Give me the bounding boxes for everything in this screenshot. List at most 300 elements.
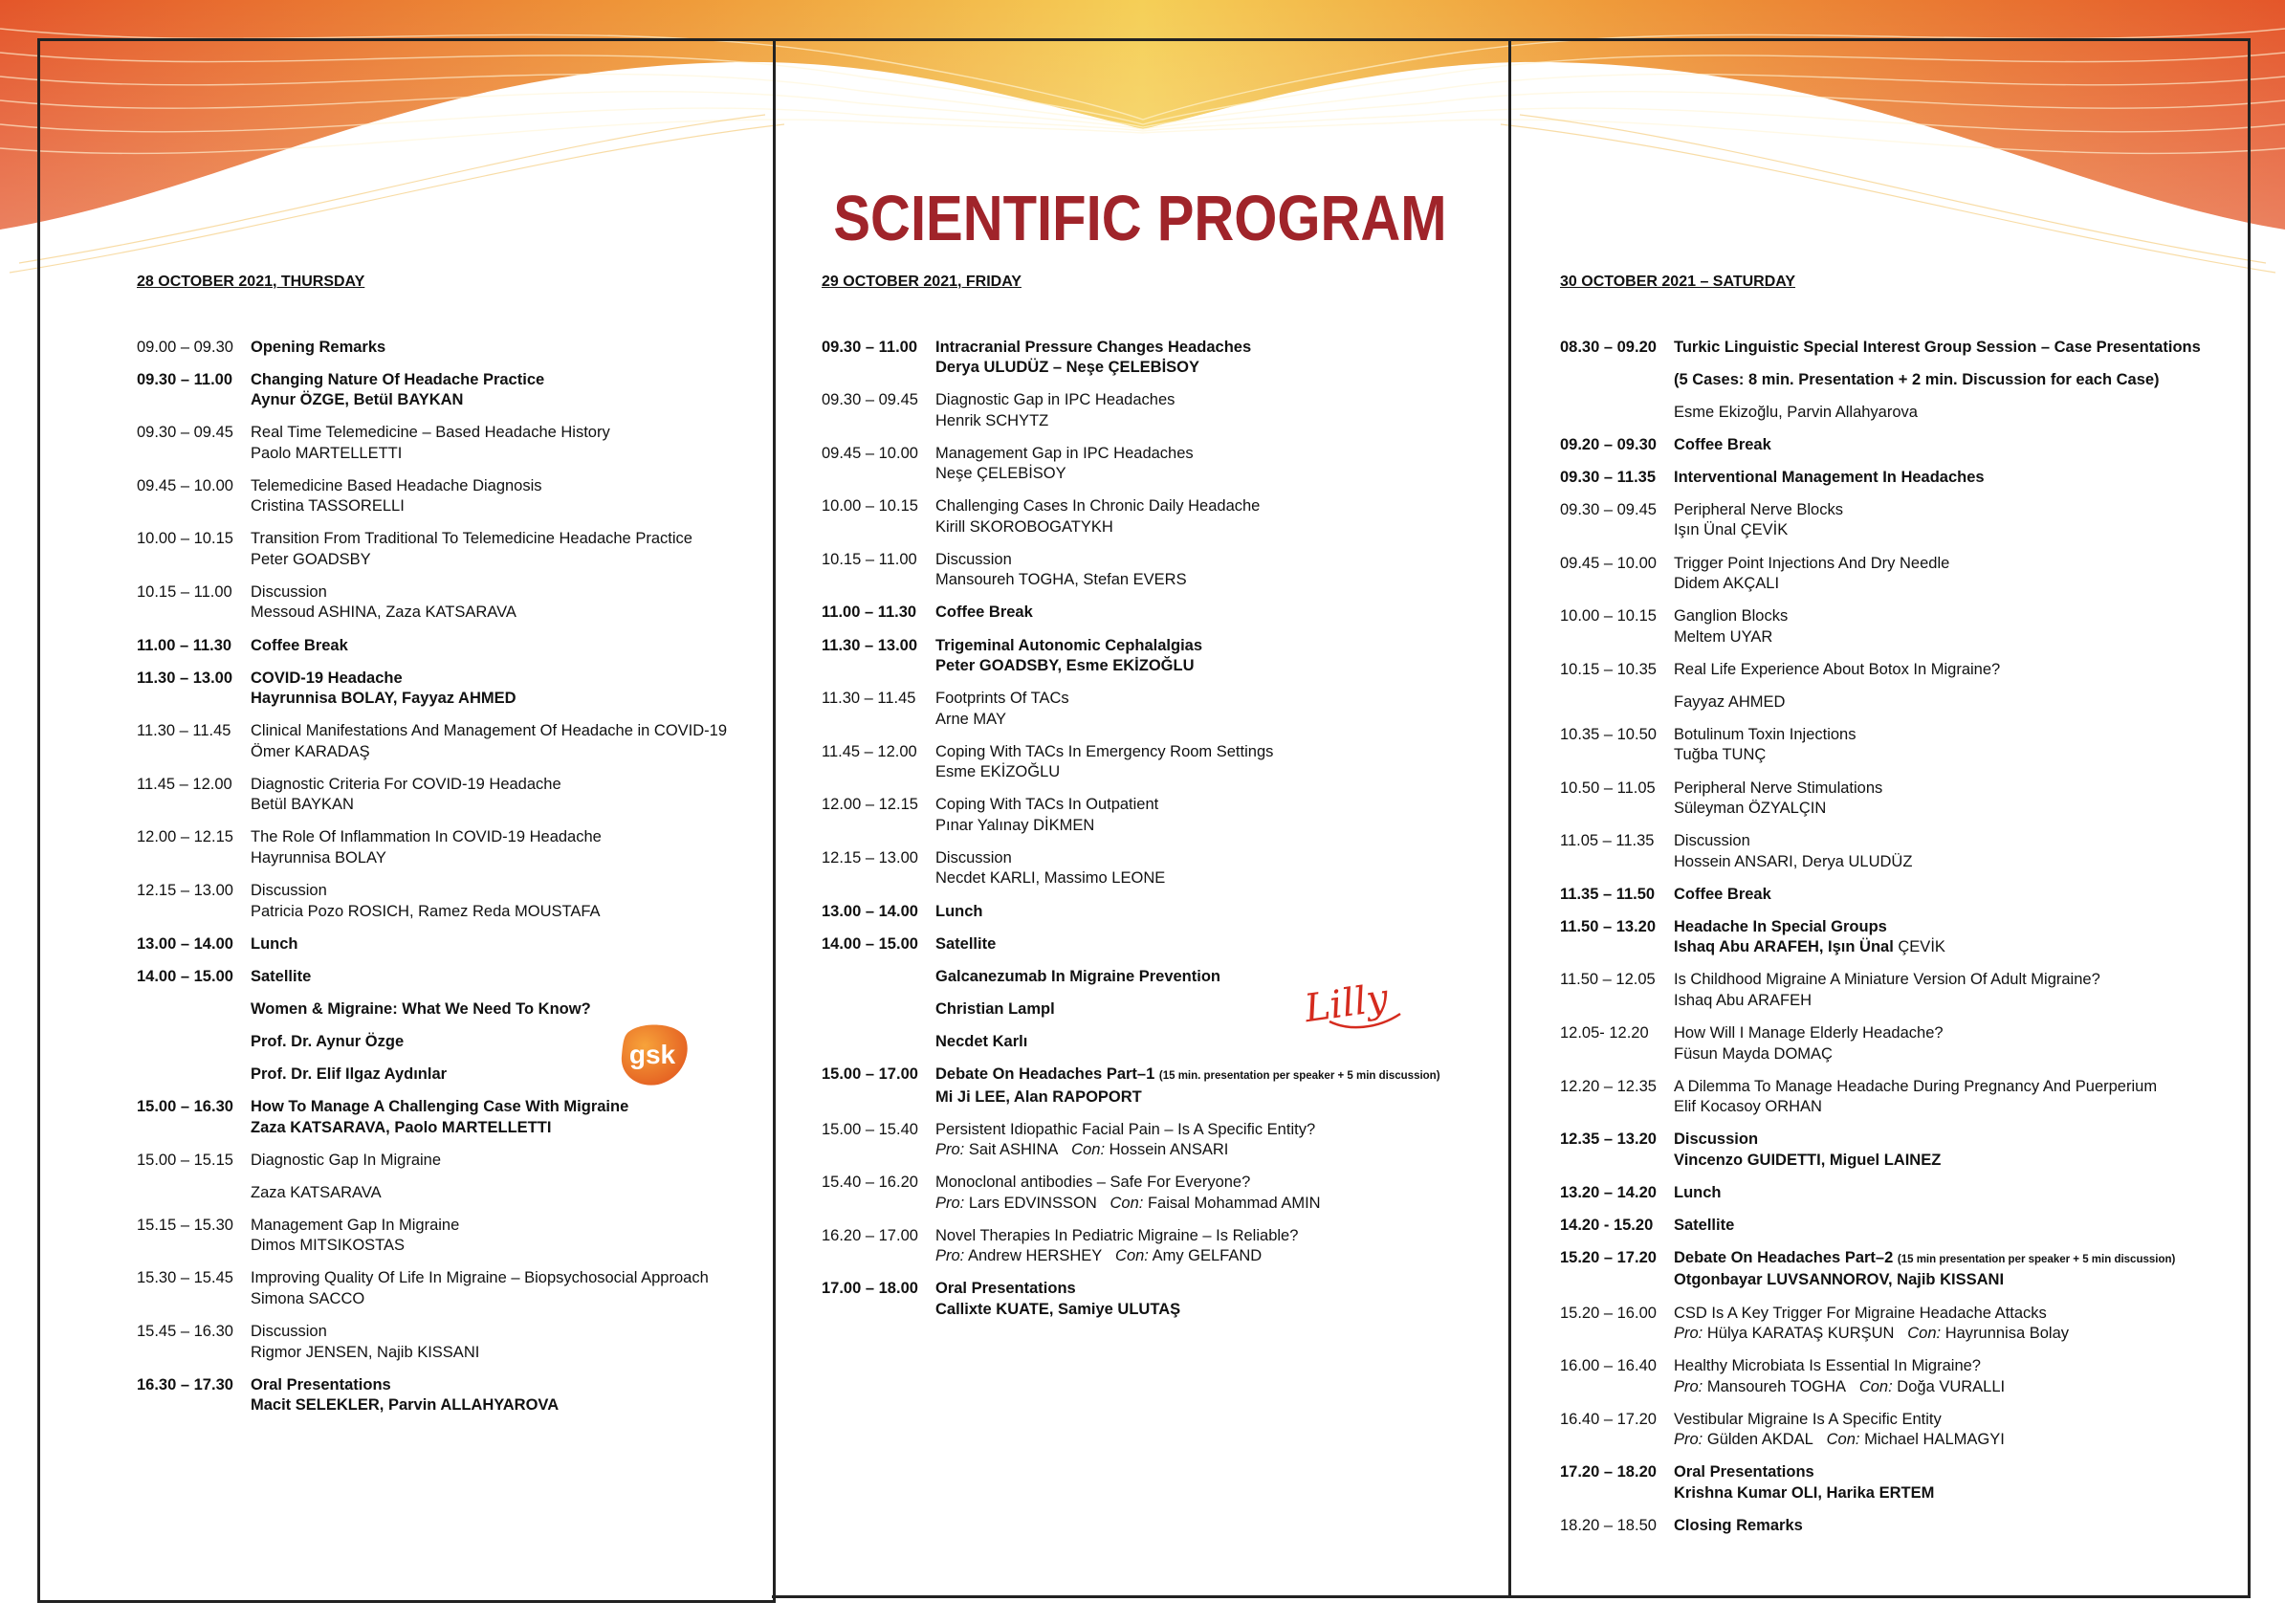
session-details (935, 1064, 1491, 1108)
session-time: 10.15 – 10.35 (1560, 660, 1657, 678)
session-details (935, 603, 1491, 624)
line-gap (1674, 390, 2230, 403)
session-details (1674, 917, 2230, 958)
session-line: CSD Is A Key Trigger For Migraine Headache Attacks (1674, 1304, 2047, 1322)
session-entry (1560, 1462, 2230, 1503)
session-time: 15.00 – 16.30 (137, 1098, 233, 1116)
session-details (1674, 1216, 2230, 1237)
session-line: Opening Remarks (251, 338, 386, 356)
session-line: Pınar Yalınay DİKMEN (935, 816, 1095, 834)
session-entry (822, 848, 1491, 889)
session-line: Esme Ekizoğlu, Parvin Allahyarova (1674, 403, 1918, 421)
session-time: 11.05 – 11.35 (1560, 832, 1655, 850)
chairs-bold: Ishaq Abu ARAFEH, Işın Ünal (1674, 938, 1894, 956)
session-time: 10.50 – 11.05 (1560, 779, 1656, 797)
session-details (251, 1097, 749, 1138)
session-line: Intracranial Pressure Changes Headaches (935, 338, 1252, 356)
session-entry (1560, 1183, 2230, 1204)
pro-label: Pro: (935, 1247, 965, 1265)
pro-speaker: Gülden AKDAL (1706, 1431, 1813, 1449)
session-line: COVID-19 Headache (251, 669, 403, 687)
pro-speaker: Sait ASHINA (968, 1141, 1059, 1159)
session-entry (822, 1064, 1491, 1108)
session-entry (822, 496, 1491, 538)
day3-sessions (1560, 338, 2230, 1537)
session-line: Discussion (1674, 832, 1750, 850)
session-time: 17.20 – 18.20 (1560, 1463, 1657, 1481)
session-entry (1560, 338, 2230, 424)
session-entry (822, 338, 1491, 379)
session-time: 15.00 – 15.40 (822, 1120, 918, 1138)
session-time: 11.30 – 13.00 (137, 669, 233, 687)
session-line: Is Childhood Migraine A Miniature Version Of Adult Migraine? (1674, 971, 2100, 989)
session-line: Zaza KATSARAVA, Paolo MARTELLETTI (251, 1118, 552, 1136)
session-time: 17.00 – 18.00 (822, 1280, 918, 1298)
pro-label: Pro: (1674, 1377, 1703, 1395)
session-time: 09.00 – 09.30 (137, 338, 233, 356)
lilly-logo (1301, 976, 1408, 1033)
session-details (1674, 1248, 2230, 1291)
session-title-with-note (935, 1064, 1491, 1087)
session-details (251, 775, 749, 816)
session-line: Discussion (935, 550, 1012, 568)
session-line: Hossein ANSARI, Derya ULUDÜZ (1674, 852, 1913, 870)
session-note: (15 min. presentation per speaker + 5 min discussion) (1158, 1070, 1440, 1082)
session-line: Callixte KUATE, Samiye ULUTAŞ (935, 1300, 1181, 1318)
session-entry (137, 1097, 749, 1138)
session-time: 14.00 – 15.00 (822, 934, 918, 953)
session-details (1674, 606, 2230, 647)
session-entry (1560, 725, 2230, 766)
session-details (251, 881, 749, 922)
session-entry (1560, 1023, 2230, 1064)
session-details (1674, 1023, 2230, 1064)
session-line: Diagnostic Criteria For COVID-19 Headache (251, 775, 561, 793)
session-time: 12.00 – 12.15 (822, 796, 918, 814)
session-line: Mansoureh TOGHA, Stefan EVERS (935, 571, 1187, 589)
session-line: Rigmor JENSEN, Najib KISSANI (251, 1343, 480, 1361)
session-line: Peter GOADSBY, Esme EKİZOĞLU (935, 657, 1195, 675)
chairs-normal: ÇEVİK (1898, 938, 1945, 956)
session-line: Otgonbayar LUVSANNOROV, Najib KISSANI (1674, 1271, 2005, 1289)
session-time: 15.00 – 17.00 (822, 1065, 918, 1083)
session-line: Real Life Experience About Botox In Migraine? (1674, 660, 2001, 678)
session-details (251, 1151, 749, 1204)
session-time: 08.30 – 09.20 (1560, 338, 1657, 356)
session-line: Mi Ji LEE, Alan RAPOPORT (935, 1087, 1142, 1106)
line-gap (1674, 680, 2230, 692)
session-time: 16.00 – 16.40 (1560, 1357, 1657, 1375)
session-details (935, 636, 1491, 677)
session-title-with-note (1674, 1248, 2230, 1271)
session-details (935, 902, 1491, 923)
session-line: Satellite (1674, 1216, 1735, 1234)
session-details (935, 390, 1491, 431)
session-time: 12.35 – 13.20 (1560, 1130, 1657, 1149)
line-gap (251, 987, 749, 999)
session-details (935, 848, 1491, 889)
session-details (1674, 885, 2230, 906)
session-line: Necdet KARLI, Massimo LEONE (935, 869, 1166, 888)
session-time: 09.45 – 10.00 (1560, 554, 1657, 572)
session-time: 11.45 – 12.00 (137, 775, 232, 793)
session-line: Christian Lampl (935, 999, 1055, 1018)
session-line: The Role Of Inflammation In COVID-19 Headache (251, 828, 602, 846)
session-details (1674, 970, 2230, 1011)
session-line: Zaza KATSARAVA (251, 1183, 382, 1201)
session-line: Monoclonal antibodies – Safe For Everyone? (935, 1174, 1251, 1192)
session-entry (137, 1375, 749, 1416)
session-details (935, 742, 1491, 783)
session-line: Turkic Linguistic Special Interest Group Session – Case Presentations (1674, 338, 2201, 356)
lilly-logo-text: Lilly (1302, 976, 1392, 1032)
session-line: Trigger Point Injections And Dry Needle (1674, 554, 1950, 572)
session-entry (137, 1151, 749, 1204)
session-line: Botulinum Toxin Injections (1674, 725, 1857, 743)
session-details (935, 689, 1491, 730)
session-line: Peter GOADSBY (251, 550, 371, 568)
session-line: Headache In Special Groups (1674, 917, 1887, 935)
session-note: (15 min presentation per speaker + 5 min discussion) (1897, 1253, 2176, 1265)
session-time: 18.20 – 18.50 (1560, 1516, 1657, 1534)
session-entry (137, 476, 749, 517)
session-details (1674, 338, 2230, 424)
session-entry (137, 881, 749, 922)
session-entry (137, 636, 749, 657)
session-entry (1560, 831, 2230, 872)
session-time: 13.00 – 14.00 (137, 934, 233, 953)
session-time: 10.35 – 10.50 (1560, 725, 1657, 743)
day2-sessions (822, 338, 1491, 1321)
session-line: Simona SACCO (251, 1289, 365, 1307)
session-entry (1560, 1077, 2230, 1118)
session-entry (1560, 970, 2230, 1011)
session-line: Novel Therapies In Pediatric Migraine – Is Reliable? (935, 1226, 1299, 1244)
pro-con-speakers (1674, 1430, 2230, 1451)
session-details (251, 338, 749, 359)
session-time: 12.15 – 13.00 (822, 848, 918, 867)
session-time: 15.20 – 16.00 (1560, 1304, 1657, 1322)
session-details (1674, 500, 2230, 541)
session-time: 15.45 – 16.30 (137, 1323, 233, 1341)
session-line: Trigeminal Autonomic Cephalalgias (935, 636, 1203, 654)
session-time: 16.40 – 17.20 (1560, 1410, 1657, 1428)
day2-column (822, 272, 1491, 1332)
day1-column (137, 272, 749, 1428)
session-line: Healthy Microbiata Is Essential In Migraine? (1674, 1357, 1981, 1375)
session-details (935, 1120, 1491, 1161)
session-line: Coping With TACs In Outpatient (935, 796, 1159, 814)
session-time: 11.50 – 12.05 (1560, 971, 1656, 989)
session-line: Changing Nature Of Headache Practice (251, 370, 545, 388)
session-entry (822, 1120, 1491, 1161)
session-details (1674, 779, 2230, 820)
session-details (251, 1268, 749, 1309)
session-line: Paolo MARTELLETTI (251, 444, 403, 462)
session-line: Discussion (251, 882, 327, 900)
gsk-logo (620, 1023, 689, 1086)
pro-label: Pro: (1674, 1431, 1703, 1449)
session-time: 16.20 – 17.00 (822, 1226, 918, 1244)
session-details (251, 476, 749, 517)
session-line: Necdet Karlı (935, 1032, 1028, 1050)
session-entry (137, 529, 749, 570)
session-time: 13.20 – 14.20 (1560, 1183, 1657, 1201)
con-label: Con: (1907, 1325, 1942, 1343)
session-line: Elif Kocasoy ORHAN (1674, 1098, 1822, 1116)
session-details (251, 934, 749, 955)
session-details (1674, 831, 2230, 872)
con-label: Con: (1071, 1141, 1106, 1159)
session-line: Clinical Manifestations And Management Of Headache in COVID-19 (251, 722, 728, 740)
session-details (935, 1173, 1491, 1214)
session-time: 14.00 – 15.00 (137, 967, 233, 985)
session-title: Debate On Headaches Part–2 (1674, 1248, 1894, 1266)
session-details (1674, 1462, 2230, 1503)
session-time: 11.50 – 13.20 (1560, 917, 1657, 935)
line-gap (1674, 358, 2230, 370)
con-speaker: Hossein ANSARI (1109, 1141, 1229, 1159)
session-entry (1560, 435, 2230, 456)
session-entry (1560, 1130, 2230, 1171)
session-entry (822, 603, 1491, 624)
session-details (251, 1322, 749, 1363)
session-entry (822, 902, 1491, 923)
session-line: Challenging Cases In Chronic Daily Headache (935, 497, 1261, 516)
session-line: (5 Cases: 8 min. Presentation + 2 min. Discussion for each Case) (1674, 370, 2160, 388)
session-details (935, 795, 1491, 836)
session-entry (137, 775, 749, 816)
session-details (1674, 468, 2230, 489)
session-line: Hayrunnisa BOLAY (251, 848, 386, 867)
session-line: Transition From Traditional To Telemedicine Headache Practice (251, 530, 692, 548)
session-line: Coping With TACs In Emergency Room Settings (935, 742, 1274, 760)
session-line: Kirill SKOROBOGATYKH (935, 517, 1113, 536)
session-line: Discussion (251, 582, 327, 601)
session-line: Coffee Break (935, 604, 1033, 622)
session-line: Coffee Break (251, 636, 348, 654)
session-entry (822, 636, 1491, 677)
session-line: Messoud ASHINA, Zaza KATSARAVA (251, 604, 516, 622)
session-line: Satellite (935, 934, 997, 953)
line-gap (251, 1171, 749, 1183)
session-line: Derya ULUDÜZ – Neşe ÇELEBİSOY (935, 359, 1199, 376)
session-time: 09.20 – 09.30 (1560, 435, 1657, 453)
session-time: 09.45 – 10.00 (822, 444, 918, 462)
pro-label: Pro: (1674, 1325, 1703, 1343)
session-line: A Dilemma To Manage Headache During Pregnancy And Puerperium (1674, 1077, 2158, 1095)
session-line: Aynur ÖZGE, Betül BAYKAN (251, 391, 464, 409)
pro-speaker: Mansoureh TOGHA (1706, 1377, 1847, 1395)
session-time: 09.30 – 09.45 (822, 391, 918, 409)
session-line: Improving Quality Of Life In Migraine – Biopsychosocial Approach (251, 1269, 709, 1287)
session-line: Prof. Dr. Elif Ilgaz Aydınlar (251, 1065, 448, 1083)
pro-speaker: Hülya KARATAŞ KURŞUN (1706, 1325, 1895, 1343)
day2-date: 29 OCTOBER 2021, FRIDAY (822, 274, 1022, 290)
pro-speaker: Andrew HERSHEY (967, 1247, 1103, 1265)
session-details (935, 338, 1491, 379)
session-line: Krishna Kumar OLI, Harika ERTEM (1674, 1483, 1935, 1502)
session-line: Diagnostic Gap In Migraine (251, 1151, 442, 1169)
session-entry (822, 689, 1491, 730)
session-entry (1560, 1304, 2230, 1345)
session-time: 15.40 – 16.20 (822, 1174, 918, 1192)
session-line: Discussion (251, 1323, 327, 1341)
session-line: Fayyaz AHMED (1674, 692, 1786, 711)
session-details (1674, 1304, 2230, 1345)
session-line: Henrik SCHYTZ (935, 411, 1049, 429)
session-entry (137, 827, 749, 868)
session-line: Telemedicine Based Headache Diagnosis (251, 476, 542, 494)
session-line: How To Manage A Challenging Case With Migraine (251, 1098, 629, 1116)
session-line: Süleyman ÖZYALÇIN (1674, 800, 1827, 818)
session-time: 16.30 – 17.30 (137, 1375, 233, 1394)
session-details (1674, 435, 2230, 456)
session-line: Ishaq Abu ARAFEH (1674, 991, 1812, 1009)
session-line: Closing Remarks (1674, 1516, 1803, 1534)
pro-con-speakers (1674, 1324, 2230, 1345)
session-time: 10.15 – 11.00 (822, 550, 917, 568)
session-time: 15.20 – 17.20 (1560, 1248, 1657, 1266)
session-line: Oral Presentations (1674, 1463, 1814, 1481)
session-entry (137, 370, 749, 411)
con-speaker: Hayrunnisa Bolay (1944, 1325, 2070, 1343)
page-title: SCIENTIFIC PROGRAM (833, 183, 1447, 254)
session-entry (137, 1268, 749, 1309)
pro-label: Pro: (935, 1141, 965, 1159)
session-line: Discussion (935, 848, 1012, 867)
session-time: 09.30 – 11.00 (137, 370, 233, 388)
session-line: Management Gap In Migraine (251, 1216, 460, 1234)
session-details (1674, 725, 2230, 766)
session-line: Cristina TASSORELLI (251, 497, 405, 516)
session-line: Vincenzo GUIDETTI, Miguel LAINEZ (1674, 1151, 1942, 1169)
session-entry (822, 1226, 1491, 1267)
session-time: 09.30 – 11.00 (822, 338, 918, 356)
day1-date: 28 OCTOBER 2021, THURSDAY (137, 274, 365, 290)
session-details (1674, 660, 2230, 713)
session-line: Footprints Of TACs (935, 690, 1069, 708)
session-entry (1560, 779, 2230, 820)
session-time: 09.30 – 11.35 (1560, 468, 1657, 486)
pro-label: Pro: (935, 1194, 965, 1212)
con-speaker: Michael HALMAGYI (1864, 1431, 2005, 1449)
session-time: 11.30 – 11.45 (137, 722, 231, 740)
con-label: Con: (1110, 1194, 1144, 1212)
session-line: Discussion (1674, 1130, 1759, 1149)
session-time: 14.20 - 15.20 (1560, 1216, 1654, 1234)
con-speaker: Amy GELFAND (1152, 1247, 1263, 1265)
gsk-logo-text: gsk (628, 1040, 676, 1069)
session-time: 10.00 – 10.15 (1560, 607, 1657, 625)
session-line: Persistent Idiopathic Facial Pain – Is A Specific Entity? (935, 1120, 1316, 1138)
session-details (251, 1216, 749, 1257)
session-time: 11.00 – 11.30 (137, 636, 232, 654)
session-line: Lunch (251, 934, 298, 953)
session-line: Real Time Telemedicine – Based Headache History (251, 424, 610, 442)
session-entry (137, 721, 749, 762)
session-line: Galcanezumab In Migraine Prevention (935, 967, 1220, 985)
session-details (935, 444, 1491, 485)
session-line: Peripheral Nerve Stimulations (1674, 779, 1883, 797)
session-line: Esme EKİZOĞLU (935, 763, 1061, 781)
session-time: 15.15 – 15.30 (137, 1216, 233, 1234)
session-details (251, 721, 749, 762)
session-line: Women & Migraine: What We Need To Know? (251, 999, 591, 1018)
session-details (251, 529, 749, 570)
session-time: 09.30 – 09.45 (1560, 500, 1657, 518)
session-line: Hayrunnisa BOLAY, Fayyaz AHMED (251, 690, 516, 708)
con-label: Con: (1826, 1431, 1860, 1449)
session-line: Ömer KARADAŞ (251, 742, 370, 760)
session-time: 13.00 – 14.00 (822, 902, 918, 920)
session-entry (137, 1216, 749, 1257)
session-entry (822, 742, 1491, 783)
pro-con-speakers (935, 1194, 1491, 1215)
session-time: 11.00 – 11.30 (822, 604, 917, 622)
session-time: 09.30 – 09.45 (137, 424, 233, 442)
con-speaker: Doğa VURALLI (1897, 1377, 2006, 1395)
session-line: Peripheral Nerve Blocks (1674, 500, 1843, 518)
session-time: 11.30 – 11.45 (822, 690, 916, 708)
session-entry (822, 444, 1491, 485)
session-time: 15.00 – 15.15 (137, 1151, 233, 1169)
session-entry (1560, 885, 2230, 906)
session-line: Meltem UYAR (1674, 627, 1773, 646)
session-time: 10.00 – 10.15 (822, 497, 918, 516)
session-entry (1560, 554, 2230, 595)
con-label: Con: (1858, 1377, 1893, 1395)
day1-sessions (137, 338, 749, 1416)
session-time: 11.30 – 13.00 (822, 636, 918, 654)
session-details (251, 423, 749, 464)
session-time: 11.35 – 11.50 (1560, 885, 1656, 903)
session-line: Neşe ÇELEBİSOY (935, 465, 1066, 483)
session-details (251, 1375, 749, 1416)
session-details (1674, 1356, 2230, 1397)
con-speaker: Faisal Mohammad AMIN (1147, 1194, 1321, 1212)
session-line: Oral Presentations (935, 1280, 1076, 1298)
session-details (1674, 1516, 2230, 1537)
day3-date: 30 OCTOBER 2021 – SATURDAY (1560, 274, 1796, 290)
session-details (935, 1279, 1491, 1320)
session-entry (1560, 1516, 2230, 1537)
session-line: Oral Presentations (251, 1375, 391, 1394)
con-label: Con: (1115, 1247, 1149, 1265)
session-details (935, 550, 1491, 591)
session-line: Coffee Break (1674, 885, 1771, 903)
session-details (935, 1226, 1491, 1267)
session-line: Patricia Pozo ROSICH, Ramez Reda MOUSTAFA (251, 902, 601, 920)
session-time: 15.30 – 15.45 (137, 1269, 233, 1287)
pro-con-speakers (935, 1246, 1491, 1267)
session-entry (137, 1322, 749, 1363)
session-entry (1560, 660, 2230, 713)
session-line: Macit SELEKLER, Parvin ALLAHYAROVA (251, 1396, 560, 1415)
session-time: 12.00 – 12.15 (137, 828, 233, 846)
session-entry (822, 795, 1491, 836)
pro-con-speakers (1674, 1377, 2230, 1398)
session-time: 11.45 – 12.00 (822, 742, 917, 760)
session-entry (822, 550, 1491, 591)
session-entry (1560, 500, 2230, 541)
session-entry (1560, 606, 2230, 647)
session-details (251, 582, 749, 624)
session-line: Vestibular Migraine Is A Specific Entity (1674, 1410, 1942, 1428)
session-time: 09.45 – 10.00 (137, 476, 233, 494)
session-time: 12.15 – 13.00 (137, 882, 233, 900)
session-details (1674, 554, 2230, 595)
